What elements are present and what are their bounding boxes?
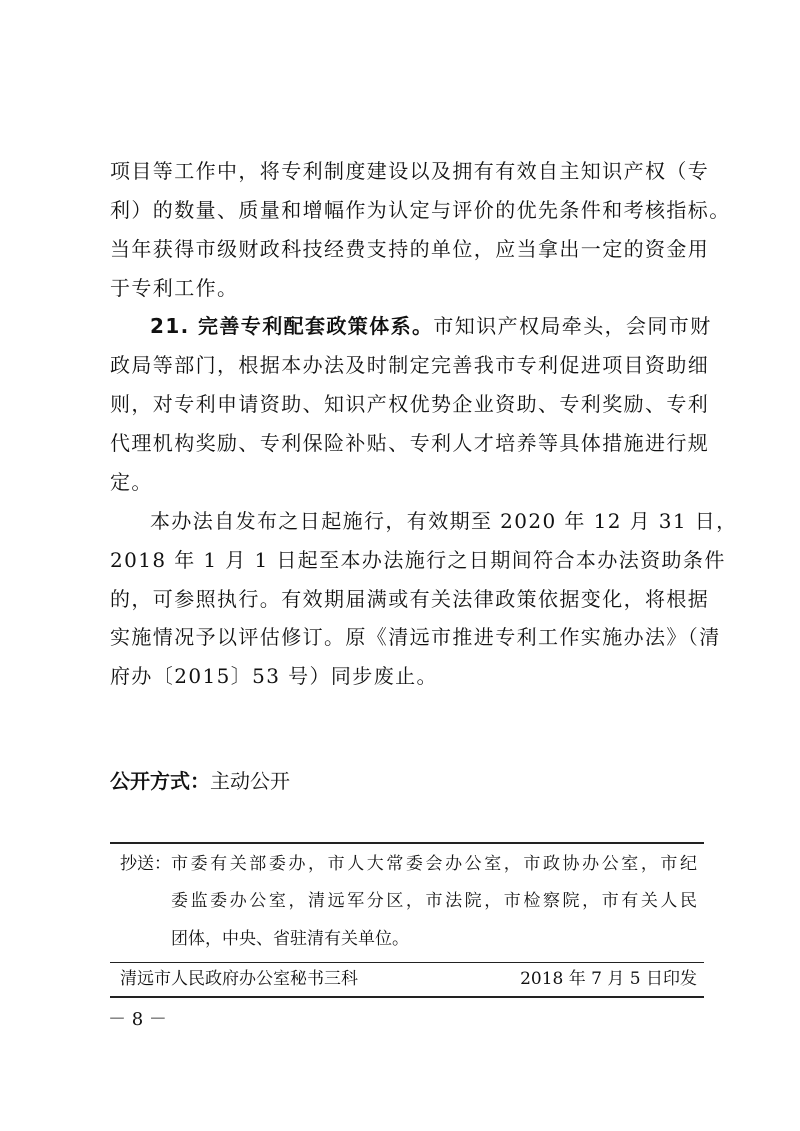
cc-label: 抄送：: [120, 854, 171, 874]
body-line: 政局等部门，根据本办法及时制定完善我市专利促进项目资助细: [110, 353, 710, 377]
body-line: 项目等工作中，将专利制度建设以及拥有有效自主知识产权（专: [110, 159, 710, 183]
disclosure-label: 公开方式：: [110, 769, 210, 793]
body-line: 的，可参照执行。有效期届满或有关法律政策依据变化，将根据: [110, 587, 710, 611]
cc-line: 市委有关部委办，市人大常委会办公室，市政协办公室，市纪: [171, 854, 697, 874]
print-date: 2018 年 7 月 5 日印发: [520, 969, 697, 989]
body-line: 于专利工作。: [110, 276, 239, 300]
body-line: 当年获得市级财政科技经费支持的单位，应当拿出一定的资金用: [110, 237, 710, 261]
body-line: 则，对专利申请资助、知识产权优势企业资助、专利奖励、专利: [110, 392, 710, 416]
body-line: 2018 年 1 月 1 日起至本办法施行之日期间符合本办法资助条件: [110, 548, 726, 572]
top-rule: [110, 842, 704, 844]
article-21-heading: 21. 完善专利配套政策体系。: [150, 314, 434, 338]
article-21-first-line-text: 市知识产权局牵头，会同市财: [433, 314, 712, 338]
bottom-rule: [110, 996, 704, 998]
body-line: 府办〔2015〕53 号）同步废止。: [110, 664, 438, 688]
issuing-office: 清远市人民政府办公室秘书三科: [120, 969, 358, 989]
article-21-first-line: [150, 307, 712, 345]
body-line: 本办法自发布之日起施行，有效期至 2020 年 12 月 31 日，: [150, 509, 738, 533]
cc-line: 委监委办公室，清远军分区，市法院，市检察院，市有关人民: [171, 891, 697, 911]
disclosure-value: 主动公开: [210, 769, 290, 793]
body-line: 定。: [110, 470, 153, 494]
body-line: 实施情况予以评估修订。原《清远市推进专利工作实施办法》（清: [110, 625, 721, 649]
body-line: 利）的数量、质量和增幅作为认定与评价的优先条件和考核指标。: [110, 198, 731, 222]
disclosure-method: [110, 763, 290, 799]
body-line: 代理机构奖励、专利保险补贴、专利人才培养等具体措施进行规: [110, 431, 710, 455]
page-number: － 8 －: [108, 1009, 167, 1030]
cc-line: 团体，中央、省驻清有关单位。: [171, 929, 409, 949]
